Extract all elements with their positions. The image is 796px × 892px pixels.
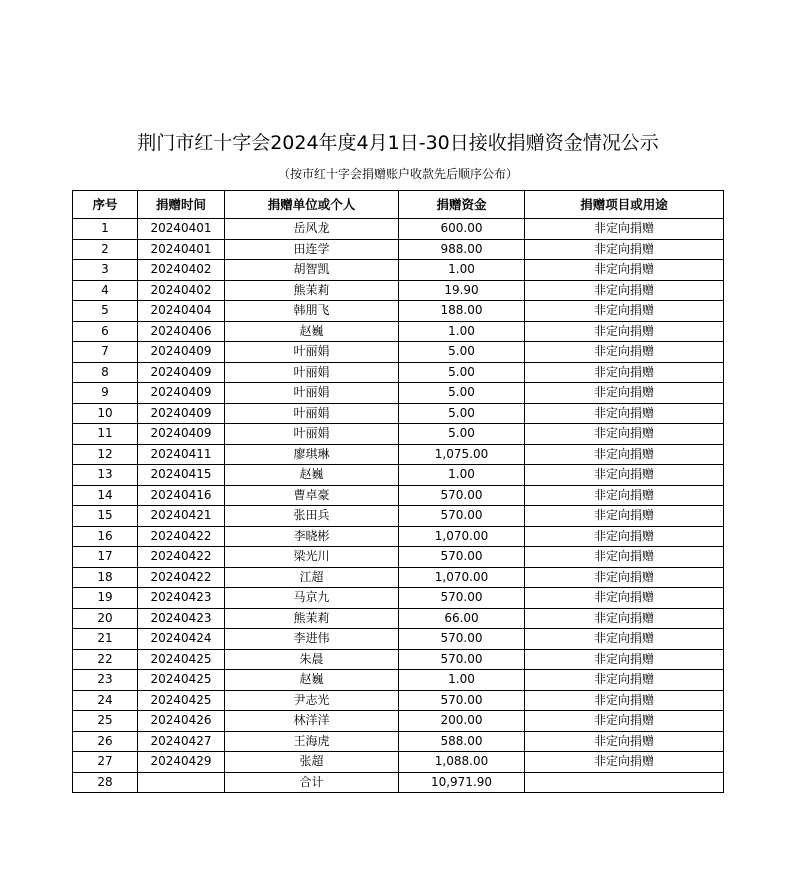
row-date-cell: 20240423: [138, 588, 225, 609]
row-donor-cell: 熊茉莉: [225, 608, 399, 629]
row-purpose-cell: 非定向捐赠: [525, 567, 724, 588]
row-amount-cell: 570.00: [399, 649, 525, 670]
table-row: [73, 485, 724, 506]
row-donor-cell: 曹卓豪: [225, 485, 399, 506]
row-date-cell: 20240423: [138, 608, 225, 629]
table-row: [73, 608, 724, 629]
row-date-cell: 20240409: [138, 342, 225, 363]
table-row: [73, 649, 724, 670]
row-amount-cell: 200.00: [399, 711, 525, 732]
row-purpose-cell: 非定向捐赠: [525, 301, 724, 322]
row-purpose-cell: 非定向捐赠: [525, 649, 724, 670]
row-donor-cell: 张田兵: [225, 506, 399, 527]
row-index-cell: 27: [73, 752, 138, 773]
table-row: [73, 424, 724, 445]
row-purpose-cell: 非定向捐赠: [525, 219, 724, 240]
row-purpose-cell: 非定向捐赠: [525, 239, 724, 260]
table-row: [73, 383, 724, 404]
row-index-cell: 16: [73, 526, 138, 547]
row-purpose-cell: 非定向捐赠: [525, 444, 724, 465]
table-row: [73, 711, 724, 732]
row-donor-cell: 叶丽娟: [225, 403, 399, 424]
row-purpose-cell: 非定向捐赠: [525, 608, 724, 629]
table-row: [73, 506, 724, 527]
header-purpose: 捐赠项目或用途: [525, 191, 724, 219]
row-index-cell: 11: [73, 424, 138, 445]
row-donor-cell: 赵巍: [225, 465, 399, 486]
row-amount-cell: 588.00: [399, 731, 525, 752]
row-date-cell: 20240416: [138, 485, 225, 506]
row-donor-cell: 李进伟: [225, 629, 399, 650]
row-donor-cell: 赵巍: [225, 321, 399, 342]
row-donor-cell: 叶丽娟: [225, 342, 399, 363]
row-index-cell: 28: [73, 772, 138, 793]
row-donor-cell: 胡智凯: [225, 260, 399, 281]
row-donor-cell: 叶丽娟: [225, 424, 399, 445]
row-amount-cell: 19.90: [399, 280, 525, 301]
row-amount-cell: 570.00: [399, 690, 525, 711]
row-purpose-cell: 非定向捐赠: [525, 547, 724, 568]
row-purpose-cell: 非定向捐赠: [525, 260, 724, 281]
table-row: [73, 301, 724, 322]
row-amount-cell: 570.00: [399, 588, 525, 609]
row-amount-cell: 570.00: [399, 629, 525, 650]
row-index-cell: 23: [73, 670, 138, 691]
row-amount-cell: 188.00: [399, 301, 525, 322]
row-donor-cell: 岳风龙: [225, 219, 399, 240]
row-amount-cell: 570.00: [399, 485, 525, 506]
row-amount-cell: 5.00: [399, 424, 525, 445]
row-purpose-cell: 非定向捐赠: [525, 424, 724, 445]
header-date: 捐赠时间: [138, 191, 225, 219]
row-index-cell: 21: [73, 629, 138, 650]
row-amount-cell: 1,070.00: [399, 526, 525, 547]
table-row: [73, 567, 724, 588]
row-date-cell: 20240402: [138, 280, 225, 301]
row-amount-cell: 1.00: [399, 670, 525, 691]
row-purpose-cell: 非定向捐赠: [525, 383, 724, 404]
row-donor-cell: 韩朋飞: [225, 301, 399, 322]
row-index-cell: 25: [73, 711, 138, 732]
row-index-cell: 1: [73, 219, 138, 240]
row-date-cell: 20240429: [138, 752, 225, 773]
row-donor-cell: 朱晨: [225, 649, 399, 670]
page-subtitle: （按市红十字会捐赠账户收款先后顺序公布）: [277, 167, 518, 181]
row-amount-cell: 988.00: [399, 239, 525, 260]
row-amount-cell: 5.00: [399, 403, 525, 424]
row-date-cell: 20240425: [138, 670, 225, 691]
row-index-cell: 2: [73, 239, 138, 260]
row-index-cell: 7: [73, 342, 138, 363]
row-amount-cell: 1,070.00: [399, 567, 525, 588]
table-row: [73, 321, 724, 342]
row-donor-cell: 林洋洋: [225, 711, 399, 732]
row-amount-cell: 1,088.00: [399, 752, 525, 773]
row-donor-cell: 尹志光: [225, 690, 399, 711]
table-row: [73, 239, 724, 260]
row-donor-cell: 熊茉莉: [225, 280, 399, 301]
row-purpose-cell: 非定向捐赠: [525, 403, 724, 424]
row-amount-cell: 66.00: [399, 608, 525, 629]
row-amount-cell: 5.00: [399, 362, 525, 383]
row-amount-cell: 1.00: [399, 465, 525, 486]
row-index-cell: 13: [73, 465, 138, 486]
table-row: [73, 444, 724, 465]
table-row: [73, 690, 724, 711]
row-amount-cell: 1,075.00: [399, 444, 525, 465]
row-donor-cell: 江超: [225, 567, 399, 588]
row-purpose-cell: 非定向捐赠: [525, 731, 724, 752]
table-row: [73, 731, 724, 752]
row-date-cell: [138, 772, 225, 793]
row-index-cell: 24: [73, 690, 138, 711]
row-amount-cell: 1.00: [399, 260, 525, 281]
row-amount-cell: 10,971.90: [399, 772, 525, 793]
row-index-cell: 4: [73, 280, 138, 301]
row-date-cell: 20240401: [138, 239, 225, 260]
table-row: [73, 752, 724, 773]
row-date-cell: 20240409: [138, 403, 225, 424]
row-amount-cell: 1.00: [399, 321, 525, 342]
row-purpose-cell: 非定向捐赠: [525, 362, 724, 383]
row-date-cell: 20240409: [138, 362, 225, 383]
row-index-cell: 14: [73, 485, 138, 506]
row-donor-cell: 田连学: [225, 239, 399, 260]
row-date-cell: 20240409: [138, 424, 225, 445]
row-date-cell: 20240406: [138, 321, 225, 342]
row-index-cell: 26: [73, 731, 138, 752]
row-index-cell: 22: [73, 649, 138, 670]
row-amount-cell: 570.00: [399, 547, 525, 568]
row-purpose-cell: 非定向捐赠: [525, 670, 724, 691]
row-date-cell: 20240426: [138, 711, 225, 732]
row-date-cell: 20240404: [138, 301, 225, 322]
row-date-cell: 20240425: [138, 690, 225, 711]
row-index-cell: 17: [73, 547, 138, 568]
row-date-cell: 20240415: [138, 465, 225, 486]
row-purpose-cell: 非定向捐赠: [525, 629, 724, 650]
row-date-cell: 20240422: [138, 567, 225, 588]
row-date-cell: 20240411: [138, 444, 225, 465]
row-date-cell: 20240409: [138, 383, 225, 404]
row-purpose-cell: 非定向捐赠: [525, 342, 724, 363]
row-date-cell: 20240421: [138, 506, 225, 527]
row-donor-cell: 梁光川: [225, 547, 399, 568]
table-row: [73, 342, 724, 363]
row-purpose-cell: 非定向捐赠: [525, 690, 724, 711]
donation-table: [72, 190, 724, 793]
row-purpose-cell: 非定向捐赠: [525, 711, 724, 732]
row-index-cell: 18: [73, 567, 138, 588]
row-date-cell: 20240402: [138, 260, 225, 281]
table-row: [73, 280, 724, 301]
row-amount-cell: 5.00: [399, 342, 525, 363]
table-row: [73, 362, 724, 383]
row-purpose-cell: 非定向捐赠: [525, 752, 724, 773]
row-donor-cell: 叶丽娟: [225, 383, 399, 404]
header-donor: 捐赠单位或个人: [225, 191, 399, 219]
row-purpose-cell: 非定向捐赠: [525, 506, 724, 527]
table-header-row: [73, 191, 724, 219]
row-purpose-cell: 非定向捐赠: [525, 321, 724, 342]
row-donor-cell: 廖琪琳: [225, 444, 399, 465]
header-index: 序号: [73, 191, 138, 219]
row-index-cell: 6: [73, 321, 138, 342]
table-row: [73, 772, 724, 793]
row-purpose-cell: 非定向捐赠: [525, 526, 724, 547]
row-purpose-cell: 非定向捐赠: [525, 280, 724, 301]
row-index-cell: 10: [73, 403, 138, 424]
row-purpose-cell: 非定向捐赠: [525, 588, 724, 609]
row-date-cell: 20240427: [138, 731, 225, 752]
row-donor-cell: 合计: [225, 772, 399, 793]
row-index-cell: 15: [73, 506, 138, 527]
row-donor-cell: 叶丽娟: [225, 362, 399, 383]
table-row: [73, 465, 724, 486]
row-amount-cell: 5.00: [399, 383, 525, 404]
row-index-cell: 19: [73, 588, 138, 609]
table-row: [73, 403, 724, 424]
row-amount-cell: 570.00: [399, 506, 525, 527]
row-date-cell: 20240422: [138, 547, 225, 568]
row-index-cell: 12: [73, 444, 138, 465]
row-index-cell: 5: [73, 301, 138, 322]
row-donor-cell: 张超: [225, 752, 399, 773]
row-date-cell: 20240401: [138, 219, 225, 240]
table-row: [73, 260, 724, 281]
row-purpose-cell: 非定向捐赠: [525, 465, 724, 486]
table-row: [73, 670, 724, 691]
table-body: [73, 219, 724, 793]
row-purpose-cell: 非定向捐赠: [525, 485, 724, 506]
row-donor-cell: 赵巍: [225, 670, 399, 691]
row-purpose-cell: [525, 772, 724, 793]
table-row: [73, 629, 724, 650]
row-donor-cell: 王海虎: [225, 731, 399, 752]
row-donor-cell: 马京九: [225, 588, 399, 609]
row-donor-cell: 李晓彬: [225, 526, 399, 547]
row-index-cell: 20: [73, 608, 138, 629]
table-row: [73, 526, 724, 547]
table-row: [73, 219, 724, 240]
table-row: [73, 588, 724, 609]
row-index-cell: 8: [73, 362, 138, 383]
row-date-cell: 20240422: [138, 526, 225, 547]
table-row: [73, 547, 724, 568]
row-date-cell: 20240424: [138, 629, 225, 650]
header-amount: 捐赠资金: [399, 191, 525, 219]
row-date-cell: 20240425: [138, 649, 225, 670]
page-title: 荆门市红十字会2024年度4月1日-30日接收捐赠资金情况公示: [137, 132, 659, 154]
row-index-cell: 3: [73, 260, 138, 281]
row-index-cell: 9: [73, 383, 138, 404]
row-amount-cell: 600.00: [399, 219, 525, 240]
